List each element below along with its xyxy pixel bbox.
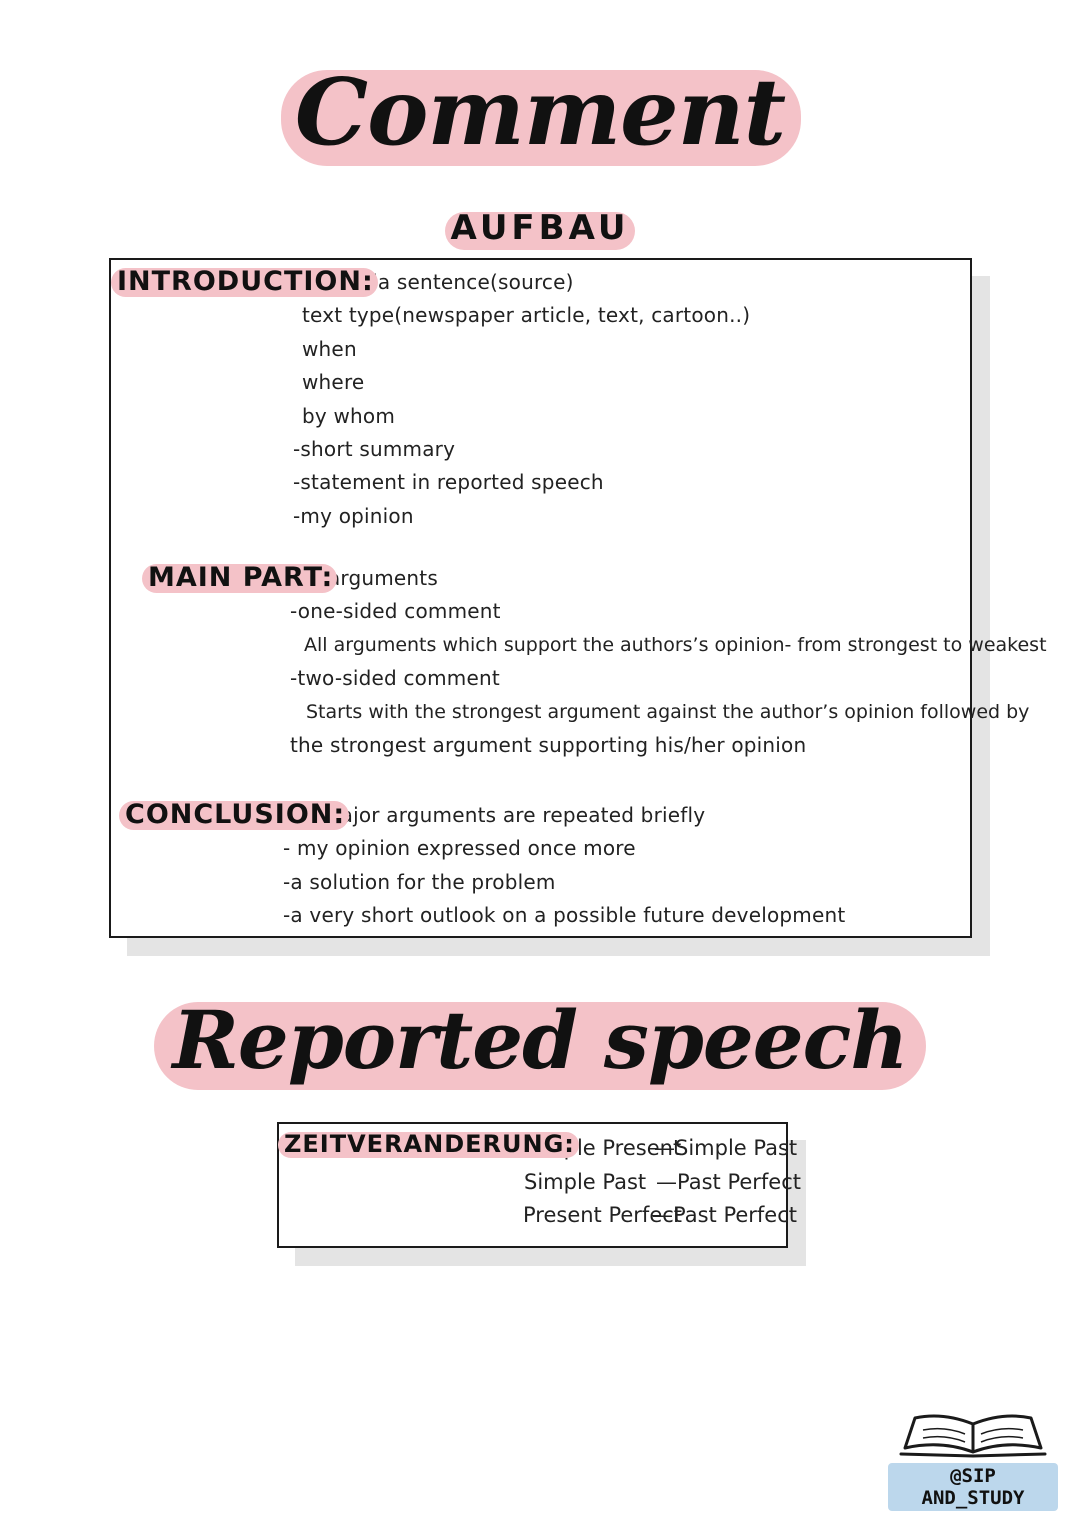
list-item: by whom xyxy=(302,403,396,428)
list-item: when xyxy=(302,336,357,361)
reported-title-block xyxy=(0,993,1080,1087)
section-heading-aufbau: AUFBAU xyxy=(450,208,630,248)
list-item: -short summary xyxy=(293,436,456,461)
conclusion-lines xyxy=(283,799,845,933)
list-item: -all major arguments are repeated briefly xyxy=(283,803,706,827)
tense-from: Simple Past xyxy=(524,1170,647,1194)
title-block xyxy=(0,58,1080,166)
tense-change-label: ZEITVERANDERUNG: xyxy=(284,1130,575,1158)
tense-row xyxy=(656,1170,801,1194)
tense-to: —Past Perfect xyxy=(652,1203,798,1227)
list-item: -umbrella sentence(source) xyxy=(293,270,574,294)
introduction-lines xyxy=(293,266,750,533)
list-item: -statement in reported speech xyxy=(293,470,604,495)
list-item: -one-sided comment xyxy=(290,599,501,624)
list-item: the strongest argument supporting his/her opinion xyxy=(290,732,807,757)
list-item: where xyxy=(302,370,365,395)
section-title-reported-speech: Reported speech xyxy=(172,993,908,1087)
list-item: -all arguments xyxy=(290,566,438,590)
tense-from: Present Perfect xyxy=(523,1203,683,1227)
list-item: All arguments which support the authors’s opinion- from strongest to weakest xyxy=(304,633,1047,656)
conclusion-label: CONCLUSION: xyxy=(125,799,346,830)
tense-to: —Simple Past xyxy=(654,1136,798,1160)
introduction-label: INTRODUCTION: xyxy=(117,266,374,297)
list-item: -two-sided comment xyxy=(290,666,500,691)
tense-row xyxy=(654,1136,797,1160)
open-book-icon xyxy=(893,1410,1053,1458)
list-item: -my opinion xyxy=(293,503,414,528)
list-item: - my opinion expressed once more xyxy=(283,836,636,861)
list-item: -a very short outlook on a possible future development xyxy=(283,903,846,928)
list-item: Starts with the strongest argument against the author’s opinion followed by xyxy=(306,700,1030,723)
social-handle: @SIP AND_STUDY xyxy=(888,1463,1058,1511)
tense-to: —Past Perfect xyxy=(656,1170,802,1194)
main-part-label: MAIN PART: xyxy=(148,562,334,593)
list-item: text type(newspaper article, text, cartoon..) xyxy=(302,303,751,328)
page-title: Comment xyxy=(294,58,786,166)
main-part-lines xyxy=(290,562,1047,762)
tense-from: Simple Present xyxy=(524,1136,682,1160)
list-item: -a solution for the problem xyxy=(283,869,556,894)
tense-row xyxy=(652,1203,797,1227)
footer-brand xyxy=(888,1410,1058,1511)
aufbau-block xyxy=(0,208,1080,248)
tense-row xyxy=(524,1170,646,1194)
